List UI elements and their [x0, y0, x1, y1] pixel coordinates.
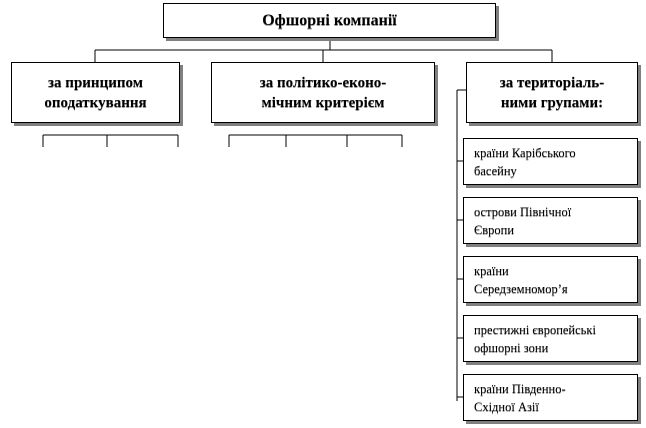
territorial-group-european-zones — [463, 315, 638, 362]
category-territorial-line1: за територіаль- — [499, 74, 605, 91]
territorial-group-line1: країни Південно- — [474, 381, 566, 396]
territorial-group-line2: Європи — [474, 222, 515, 237]
category-taxation-line1: за принципом — [48, 74, 143, 91]
territorial-group-southeast-asia — [463, 374, 638, 421]
category-territorial-box — [466, 62, 638, 123]
territorial-group-line2: Східної Азії — [474, 399, 539, 414]
territorial-group-line1: острови Північної — [474, 204, 572, 219]
territorial-group-caribbean — [463, 138, 638, 185]
category-territorial-line2: ними групами: — [500, 94, 604, 111]
territorial-group-line2: офшорні зони — [474, 340, 549, 355]
territorial-group-north-europe — [463, 197, 638, 244]
territorial-group-mediterranean — [463, 256, 638, 303]
diagram-title: Офшорні компанії — [262, 11, 397, 29]
territorial-group-line2: Середземномор’я — [474, 281, 568, 296]
category-taxation-box — [11, 62, 180, 123]
category-political-economic-box — [211, 62, 435, 123]
category-political-economic-line1: за політико-еконо- — [259, 74, 387, 91]
diagram-title-box — [163, 3, 496, 38]
category-political-economic-line2: мічним критерієм — [261, 94, 385, 111]
territorial-group-line1: країни Карібського — [474, 145, 576, 160]
territorial-group-line1: престижні європейські — [474, 322, 596, 337]
category-taxation-line2: оподаткування — [44, 94, 147, 111]
territorial-group-line1: країни — [474, 263, 509, 278]
territorial-group-line2: басейну — [474, 163, 517, 178]
